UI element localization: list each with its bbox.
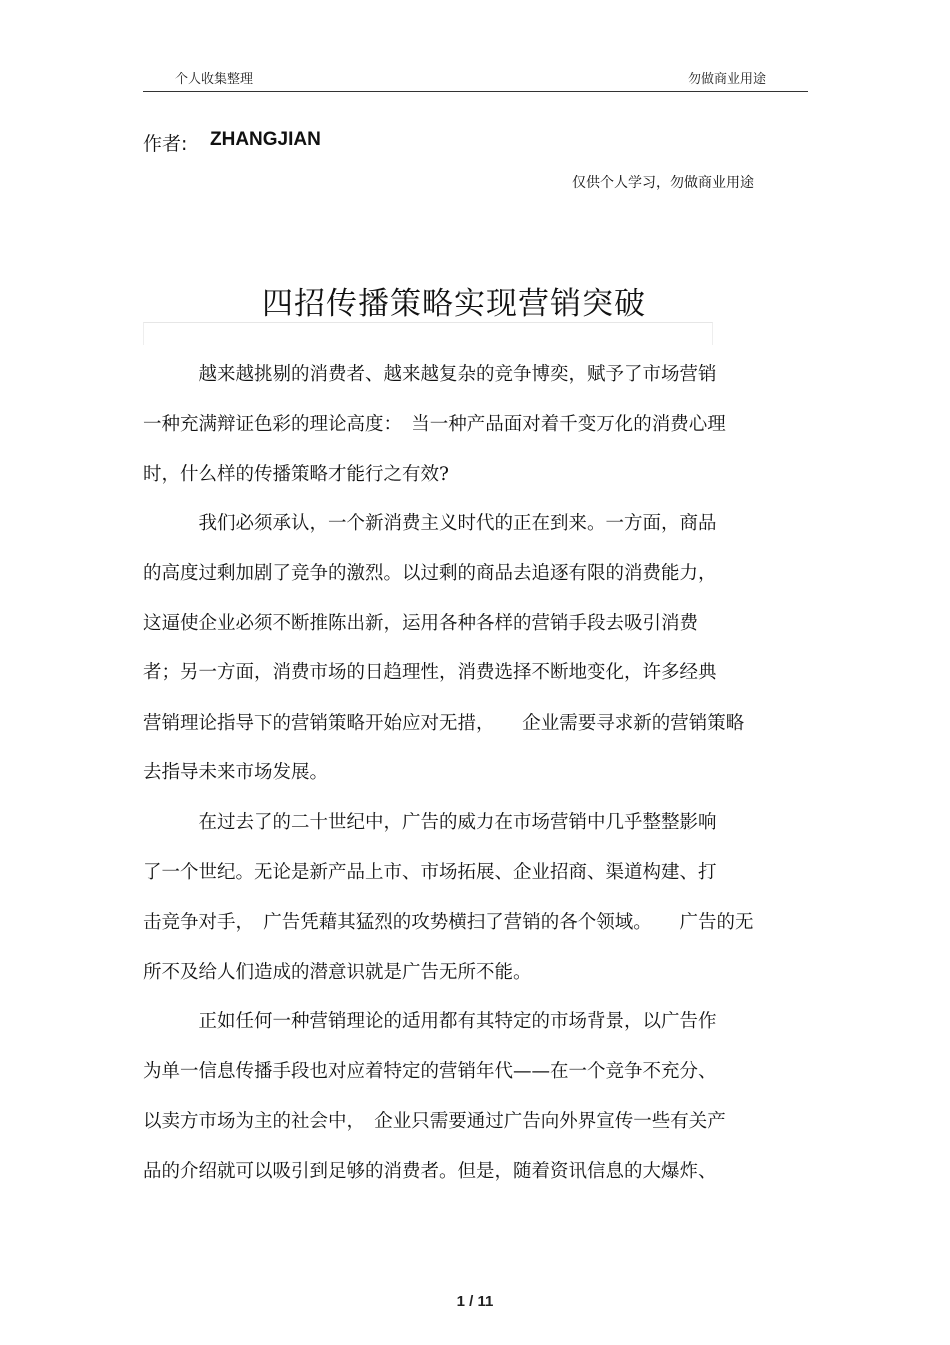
body-line: 时，什么样的传播策略才能行之有效?: [143, 464, 449, 485]
body-line: 为单一信息传播手段也对应着特定的营销年代——在一个竞争不充分、: [143, 1061, 717, 1082]
author-name: ZHANGJIAN: [210, 129, 321, 150]
body-line: 去指导未来市场发展。: [143, 762, 329, 783]
body-line: 营销理论指导下的营销策略开始应对无措， 企业需要寻求新的营销策略: [143, 713, 745, 734]
body-line: 以卖方市场为主的社会中， 企业只需要通过广告向外界宣传一些有关产: [143, 1111, 726, 1132]
body-line: 我们必须承认，一个新消费主义时代的正在到来。一方面，商品: [143, 513, 717, 534]
body-line: 这逼使企业必须不断推陈出新，运用各种各样的营销手段去吸引消费: [143, 613, 699, 634]
header-right-text: 勿做商业用途: [688, 72, 767, 87]
header-left-text: 个人收集整理: [175, 72, 254, 87]
body-line: 品的介绍就可以吸引到足够的消费者。但是，随着资讯信息的大爆炸、: [143, 1161, 717, 1182]
body-line: 击竞争对手， 广告凭藉其猛烈的攻势横扫了营销的各个领域。 广告的无: [143, 912, 754, 933]
body-line: 正如任何一种营销理论的适用都有其特定的市场背景，以广告作: [143, 1011, 717, 1032]
page-number: 1 / 11: [456, 1293, 494, 1310]
body-line: 在过去了的二十世纪中，广告的威力在市场营销中几乎整整影响: [143, 812, 717, 833]
body-line: 越来越挑剔的消费者、越来越复杂的竞争博奕，赋予了市场营销: [143, 364, 717, 385]
header-divider: [143, 91, 808, 92]
body-line: 者；另一方面，消费市场的日趋理性，消费选择不断地变化，许多经典: [143, 662, 717, 683]
document-title: 四招传播策略实现营销突破: [262, 286, 646, 322]
disclaimer-text: 仅供个人学习，勿做商业用途: [572, 175, 754, 191]
body-line: 一种充满辩证色彩的理论高度： 当一种产品面对着千变万化的消费心理: [143, 414, 726, 435]
body-line: 了一个世纪。无论是新产品上市、市场拓展、企业招商、渠道构建、打: [143, 862, 717, 883]
title-underline-box: [143, 322, 713, 345]
body-line: 所不及给人们造成的潜意识就是广告无所不能。: [143, 962, 532, 983]
body-line: 的高度过剩加剧了竞争的激烈。以过剩的商品去追逐有限的消费能力，: [143, 563, 717, 584]
author-label: 作者:: [143, 133, 188, 155]
